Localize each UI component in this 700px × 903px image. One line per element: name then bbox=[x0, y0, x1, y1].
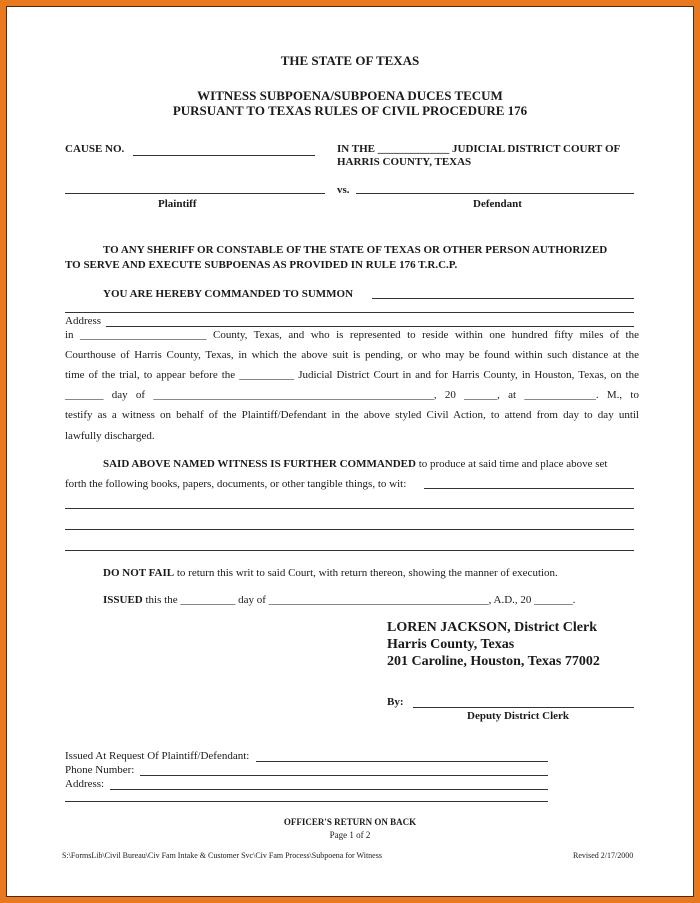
doc-subtitle-2: PURSUANT TO TEXAS RULES OF CIVIL PROCEDURE 176 bbox=[172, 103, 528, 118]
clerk-address: 201 Caroline, Houston, Texas 77002 bbox=[387, 654, 600, 669]
court-line-2: HARRIS COUNTY, TEXAS bbox=[337, 156, 472, 168]
signature-line[interactable] bbox=[413, 707, 634, 708]
plaintiff-line[interactable] bbox=[65, 193, 325, 194]
address2-line[interactable] bbox=[110, 789, 548, 790]
vs-label: vs. bbox=[337, 184, 350, 196]
plaintiff-label: Plaintiff bbox=[158, 198, 197, 210]
footer-path: S:\FormsLib\Civil Bureau\Civ Fam Intake & Customer Svc\Civ Fam Process\Subpoena for Witness bbox=[62, 851, 382, 860]
to-any-line-1: TO ANY SHERIFF OR CONSTABLE OF THE STATE OF TEXAS OR OTHER PERSON AUTHORIZED bbox=[103, 244, 608, 256]
phone-line[interactable] bbox=[140, 775, 548, 776]
revised-date: Revised 2/17/2000 bbox=[573, 851, 634, 860]
address2-label: Address: bbox=[65, 778, 105, 790]
do-not-fail-bold: DO NOT FAIL bbox=[103, 567, 175, 579]
issued-request-label: Issued At Request Of Plaintiff/Defendant: bbox=[65, 750, 250, 762]
doc-title: THE STATE OF TEXAS bbox=[280, 53, 420, 68]
body-line: time of the trial, to appear before the __________ Judicial District Court in and for Harris County, in Houston, Texas, on the bbox=[65, 369, 639, 381]
by-label: By: bbox=[387, 696, 404, 708]
officers-return: OFFICER'S RETURN ON BACK bbox=[283, 817, 417, 827]
address-label: Address bbox=[65, 315, 102, 327]
court-line-1: IN THE _____________ JUDICIAL DISTRICT COURT OF bbox=[337, 143, 621, 155]
further-bold: SAID ABOVE NAMED WITNESS IS FURTHER COMMANDED bbox=[103, 458, 416, 470]
address2-line-2[interactable] bbox=[65, 801, 548, 802]
body-line: Courthouse of Harris County, Texas, in which the above suit is pending, or who may be found within such distance at the bbox=[65, 349, 639, 361]
issued-rest: this the __________ day of ________________________________________, A.D., 20 _______. bbox=[142, 594, 576, 606]
forth-text: forth the following books, papers, documents, or other tangible things, to wit: bbox=[65, 478, 407, 490]
body-line: lawfully discharged. bbox=[65, 430, 155, 442]
summon-line-2[interactable] bbox=[65, 312, 634, 313]
address-line[interactable] bbox=[106, 326, 634, 327]
body-line: testify as a witness on behalf of the Plaintiff/Defendant in the above styled Civil Action, to attend from day to day until bbox=[65, 409, 639, 421]
body-line: in _______________________ County, Texas, and who is represented to reside within one hundred fifty miles of the bbox=[65, 329, 639, 341]
cause-no-line[interactable] bbox=[133, 155, 315, 156]
do-not-fail bbox=[103, 567, 558, 580]
body-line: _______ day of ___________________________________________________, 20 ______, at _____________. M., to bbox=[65, 389, 639, 401]
clerk-name: LOREN JACKSON, District Clerk bbox=[387, 620, 597, 635]
defendant-line[interactable] bbox=[356, 193, 634, 194]
issued bbox=[103, 594, 575, 607]
phone-label: Phone Number: bbox=[65, 764, 135, 776]
further-rest: to produce at said time and place above set bbox=[415, 458, 608, 470]
page-number: Page 1 of 2 bbox=[329, 830, 371, 840]
deputy-label: Deputy District Clerk bbox=[467, 710, 570, 722]
clerk-county: Harris County, Texas bbox=[387, 637, 515, 652]
issued-request-line[interactable] bbox=[256, 761, 548, 762]
commanded-label: YOU ARE HEREBY COMMANDED TO SUMMON bbox=[103, 288, 354, 300]
defendant-label: Defendant bbox=[473, 198, 522, 210]
to-any-line-2: TO SERVE AND EXECUTE SUBPOENAS AS PROVIDED IN RULE 176 T.R.C.P. bbox=[65, 259, 458, 271]
issued-bold: ISSUED bbox=[103, 594, 143, 606]
further-commanded bbox=[103, 458, 639, 471]
summon-line[interactable] bbox=[372, 298, 634, 299]
cause-no-label: CAUSE NO. bbox=[65, 143, 125, 155]
items-line[interactable] bbox=[65, 508, 634, 509]
items-line[interactable] bbox=[65, 529, 634, 530]
items-line[interactable] bbox=[65, 550, 634, 551]
do-not-fail-rest: to return this writ to said Court, with return thereon, showing the manner of execution. bbox=[174, 567, 558, 579]
items-line[interactable] bbox=[424, 488, 634, 489]
doc-subtitle-1: WITNESS SUBPOENA/SUBPOENA DUCES TECUM bbox=[197, 88, 503, 103]
